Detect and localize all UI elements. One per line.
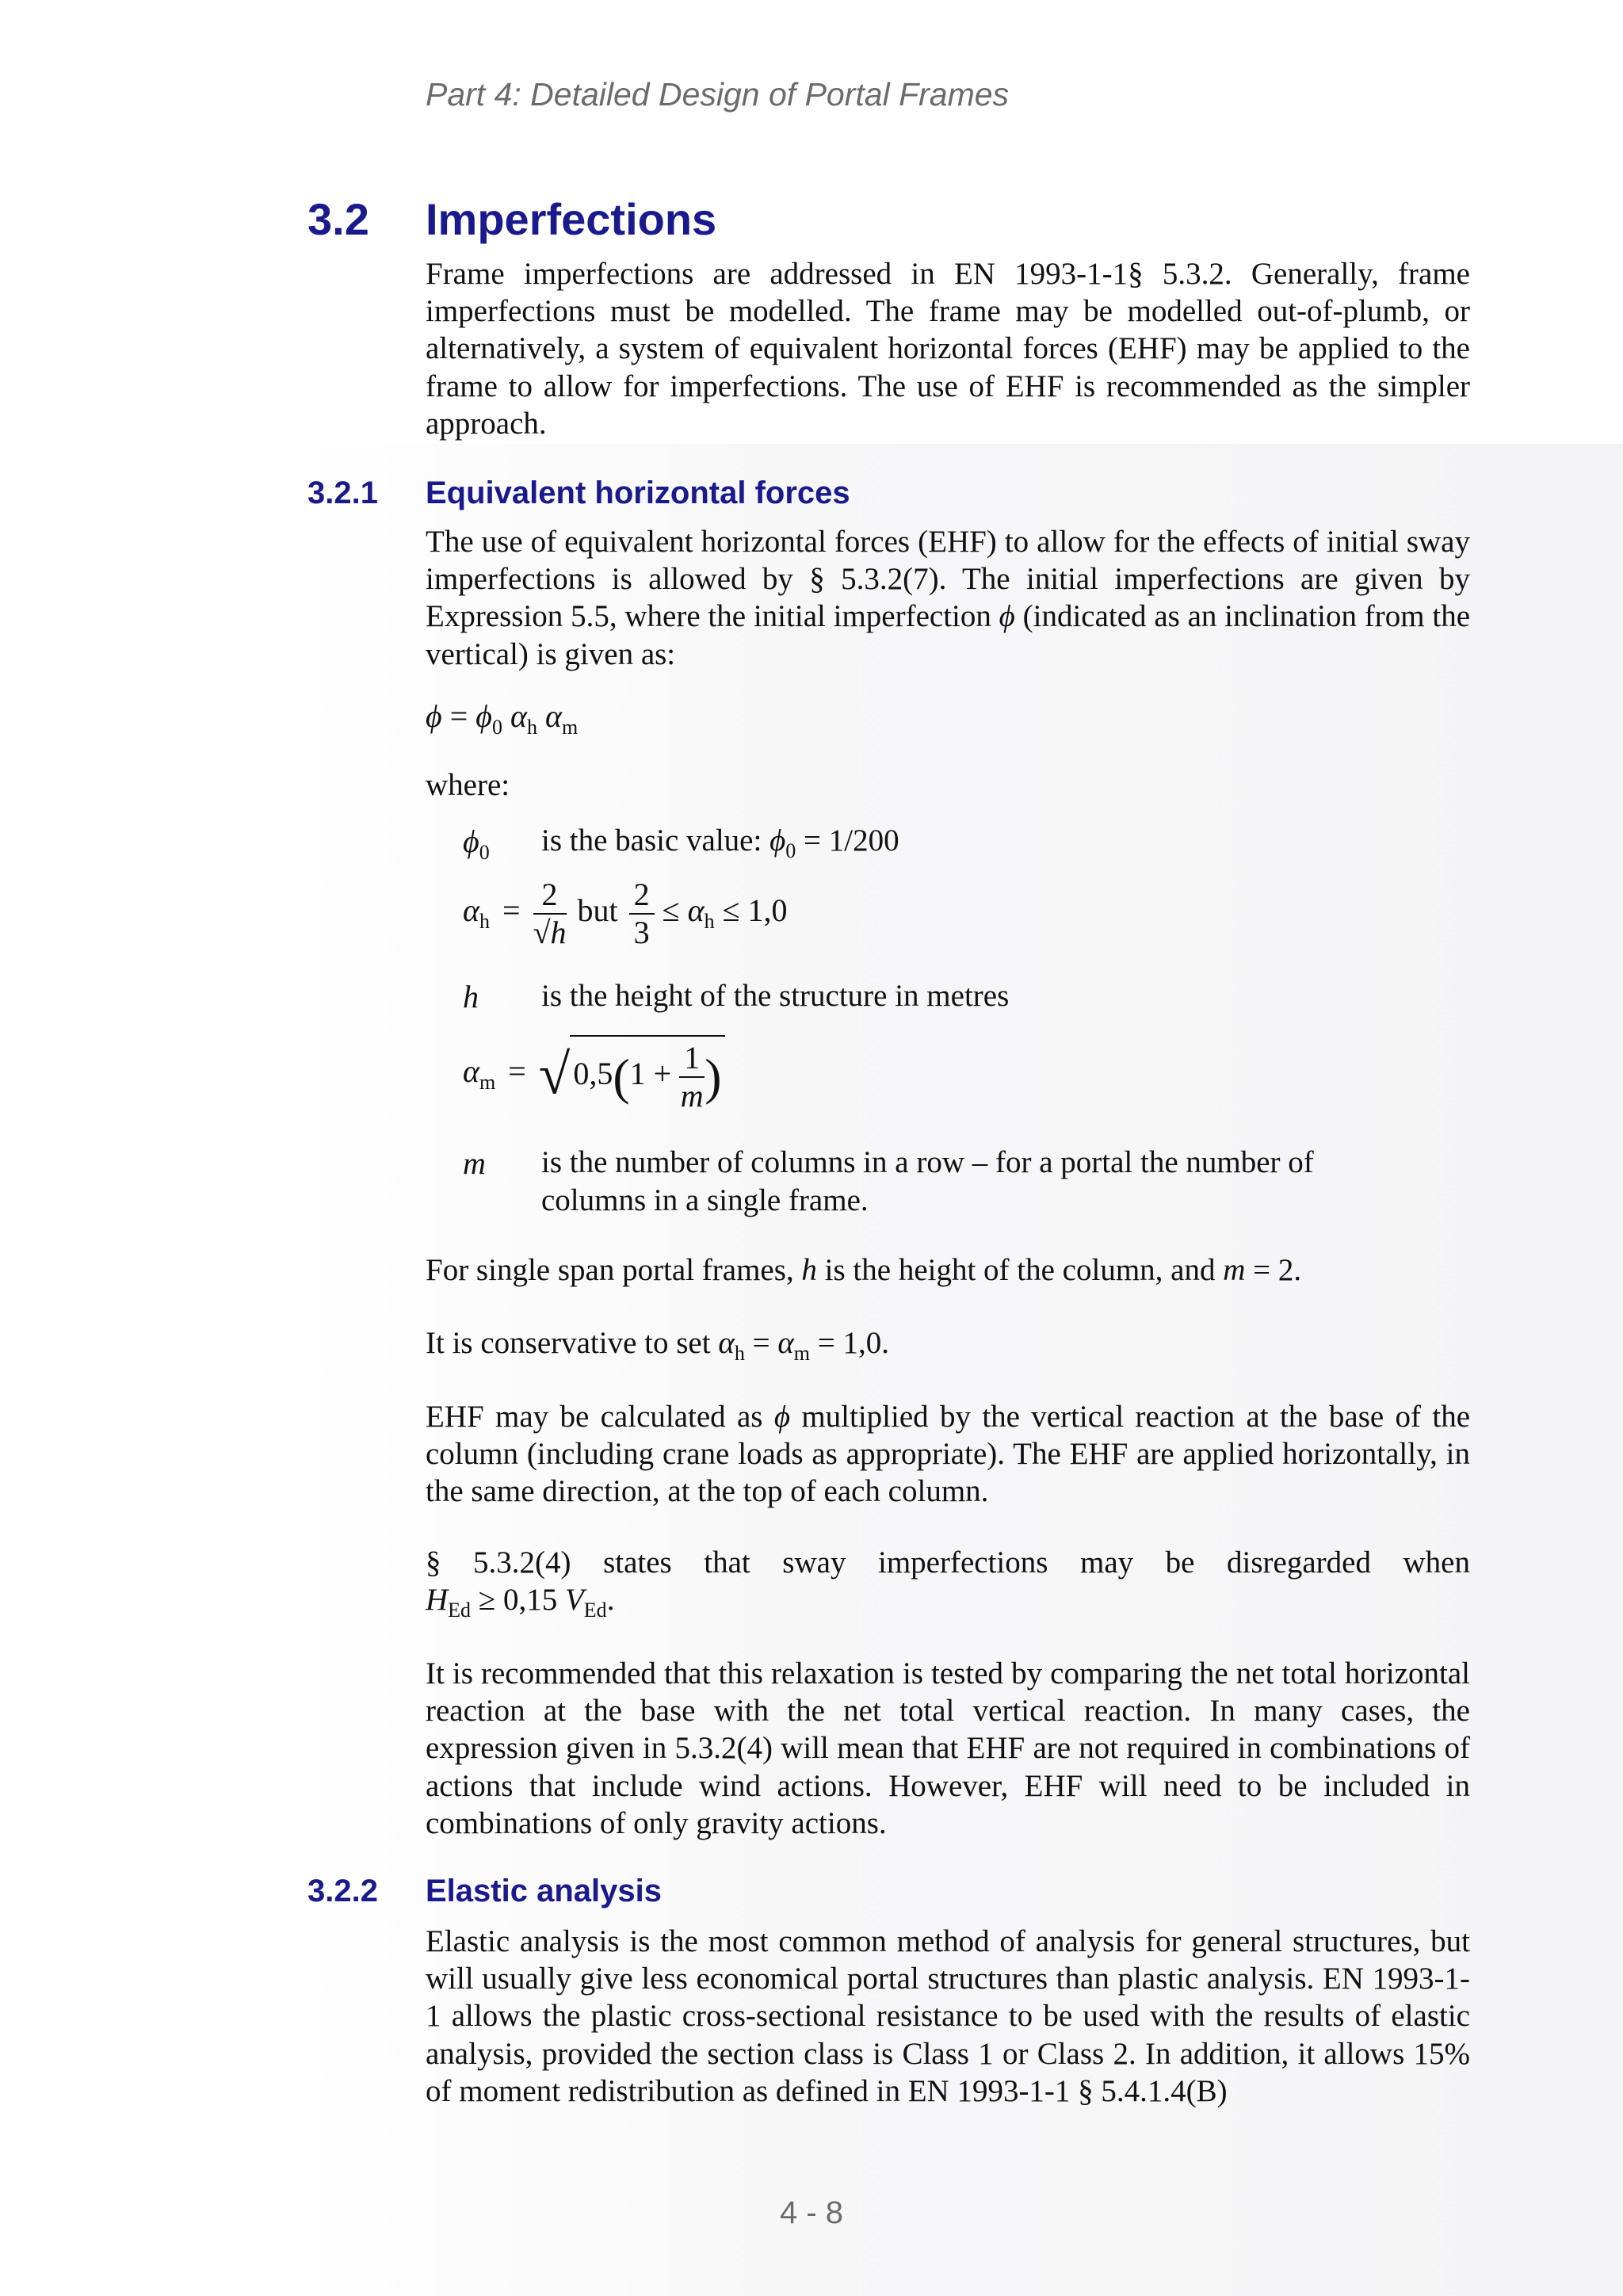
conservative-sentence: It is conservative to set $\alpha_h = \alpha_m = 1,0$.: [426, 1326, 890, 1365]
page-number: 4 - 8: [779, 2195, 844, 2230]
sway-paragraph-line1: § 5.3.2(4) states that sway imperfections may be disregarded when: [426, 1545, 1470, 1580]
def-alpha-m-formula: $\alpha_m$ = √ 0,5(1 + $\frac{1}{m}$ ): [463, 1035, 725, 1114]
def-m-text-line1: is the number of columns in a row – for a portal the number of: [541, 1145, 1314, 1179]
def-alpha-h-formula: $\alpha_h$ = $\frac{2}{√h}$ but $\frac{2}{3}$ ≤ $\alpha_h \le 1,0$: [463, 877, 788, 950]
def-m-symbol: m: [463, 1145, 486, 1181]
section-number: 3.2: [307, 194, 369, 244]
imperfection-equation: $\phi = \phi_0$ $\alpha_h$ $\alpha_m$: [426, 698, 579, 739]
section-intro-paragraph: Frame imperfections are addressed in EN 1993-1-1§ 5.3.2. Generally, frame imperfections must be modelled. The frame may be modelled out-of-plumb, or alternatively, a system of equivalent horizontal forces (EHF) may be applied to the frame to allow for imperfections. The use of EHF is recommended as the simpler approach.: [426, 257, 1470, 441]
elastic-analysis-paragraph: Elastic analysis is the most common method of analysis for general structures, but will usually give less economical portal structures than plastic analysis. EN 1993-1-1 allows the plastic cross-sectional resistance to be used with the results of elastic analysis, provided the section class is Class 1 or Class 2. In addition, it allows 15% of moment redistribution as defined in EN 1993-1-1 § 5.4.1.4(B): [426, 1924, 1470, 2108]
phi-symbol: ϕ: [999, 599, 1015, 634]
def-h-symbol: h: [463, 979, 479, 1014]
subsection-number-2: 3.2.2: [307, 1874, 378, 1908]
where-label: where:: [426, 768, 510, 802]
subsection-number: 3.2.1: [307, 476, 378, 510]
def-m-text-line2: columns in a single frame.: [541, 1183, 869, 1217]
section-title: Imperfections: [426, 194, 717, 244]
running-header: Part 4: Detailed Design of Portal Frames: [426, 76, 1010, 113]
sway-paragraph-line2: $H_{Ed} \ge 0,15$ $V_{Ed}$.: [426, 1583, 615, 1622]
def-h-text: is the height of the structure in metres: [541, 979, 1010, 1013]
subsection-title-2: Elastic analysis: [426, 1874, 662, 1908]
def-phi0-symbol: $\phi_0$: [463, 823, 490, 864]
relaxation-paragraph: It is recommended that this relaxation is tested by comparing the net total horizontal reaction at the base with the net total vertical reaction. In many cases, the expression given in 5.3.2(4) will mean that EHF are not required in combinations of actions that include wind actions. However, EHF will need to be included in combinations of only gravity actions.: [426, 1656, 1470, 1840]
subsection-title: Equivalent horizontal forces: [426, 476, 850, 510]
ehf-calculation-paragraph: EHF may be calculated as ϕ multiplied by the vertical reaction at the base of the column (including crane loads as appropriate). The EHF are applied horizontally, in the same direction, at the top of each column.: [426, 1400, 1470, 1509]
single-span-sentence: For single span portal frames, h is the height of the column, and m = 2.: [426, 1253, 1302, 1287]
ehf-intro-paragraph: The use of equivalent horizontal forces (EHF) to allow for the effects of initial sway imperfections is allowed by § 5.3.2(7). The initial imperfections are given by Expression 5.5, where the initial imperfection ϕ (indicated as an inclination from the vertical) is given as:: [426, 525, 1470, 671]
def-phi0-text: is the basic value: $\phi_0 = 1/200$: [541, 823, 899, 862]
